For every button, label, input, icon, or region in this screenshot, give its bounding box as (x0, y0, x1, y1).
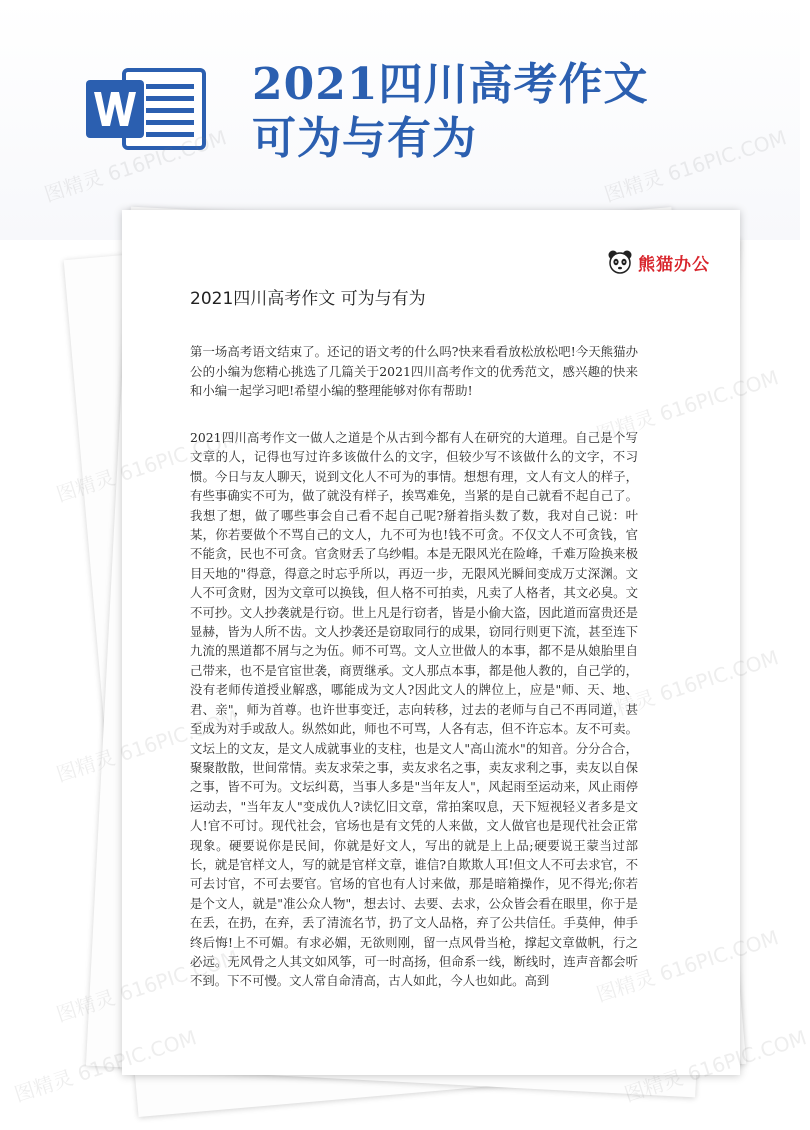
document-page (53, 210, 782, 1075)
watermark: 图精灵 (11, 1065, 76, 1107)
watermark: 图精灵 616PIC.COM (53, 945, 242, 1027)
watermark: 图精灵 616PIC.COM (601, 125, 790, 207)
watermark: 616PIC.COM (684, 1025, 810, 1087)
intro-paragraph: 第一场高考语文结束了。还记的语文考的什么吗?快来看看放松放松吧!今天熊猫办公的小编为您精心挑选了几篇关于2021四川高考作文的优秀范文，感兴趣的快来和小编一起学习吧!希望小编的整理能够对你有帮助! (190, 344, 638, 398)
word-document-icon (86, 66, 206, 152)
watermark: 图精灵 616PIC.COM (53, 705, 242, 787)
brand-logo (607, 248, 710, 276)
document-title: 2021四川高考作文 可为与有为 (190, 289, 426, 309)
logo-name: 熊猫办公 (638, 254, 710, 275)
watermark: 图精灵 616PIC.COM (593, 925, 782, 1007)
watermark: 图精灵 616PIC.COM (593, 645, 782, 727)
banner-title-line2: 可为与有为 (252, 113, 477, 164)
watermark: 图精灵 616PIC.COM (41, 125, 230, 207)
banner-title (252, 58, 648, 166)
banner-title-line1: 2021四川高考作文 (252, 59, 649, 110)
banner (0, 0, 800, 240)
watermark: 图精灵 616PIC.COM (53, 425, 242, 507)
panda-icon (607, 249, 633, 275)
body-paragraph: 2021四川高考作文一做人之道是个从古到今都有人在研究的大道理。自己是个写文章的人，记得也写过许多该做什么的文字，但较少写不该做什么的文字，不习惯。今日与友人聊天，说到文化人不可为的事情。想想有理，文人有文人的样子，有些事确实不可为，做了就没有样子，挨骂难免，当紧的是自己就看不起自己了。我想了想，做了哪些事会自己看不起自己呢?掰着指头数了数，我对自己说：叶某，你若要做个不骂自己的文人，九不可为也!钱不可贪。不仅文人不可贪钱，官不能贪，民也不可贪。官贪财丢了乌纱帽。本是无限风光在险峰，千难万险换来极目天地的"得意，得意之时忘乎所以，再迈一步，无限风光瞬间变成万丈深渊。文人不可贪财，因为文章可以换钱，但人格不可拍卖，凡卖了人格者，其文必臭。文不可抄。文人抄袭就是行窃。世上凡是行窃者，皆是小偷大盗，因此道而富贵还是显赫，皆为人所不齿。文人抄袭还是窃取同行的成果，窃同行则更下流，甚至连下九流的黑道都不屑与之为伍。师不可骂。文人立世做人的本事，都不是从娘胎里自己带来，也不是官宦世袭，商贾继承。文人那点本事，都是他人教的，自己学的，没有老师传道授业解惑，哪能成为文人?因此文人的牌位上，应是"师、天、地、君、亲"，师为首尊。也许世事变迁，志向转移，过去的老师与自己不再同道，甚至成为对手或敌人。纵然如此，师也不可骂，人各有志，但不许忘本。友不可卖。文坛上的文友，是文人成就事业的支柱，也是文人"高山流水"的知音。分分合合，聚聚散散，世间常情。卖友求荣之事，卖友求名之事，卖友求利之事，卖友以自保之事，皆不可为。文坛纠葛，当事人多是"当年友人"，风起雨至运动来，风止雨停运动去，"当年友人"变成仇人?读忆旧文章，常拍案叹息，天下短视轻义者多是文人!官不可讨。现代社会，官场也是有文凭的人来做，文人做官也是现代社会正常现象。硬要说你是民间，你就是好文人，写出的就是上上品;硬要说王蒙当过部长，就是官样文人，写的就是官样文章，谁信?自欺欺人耳!但文人不可去求官，不可去讨官，不可去要官。官场的官也有人讨来做，那是暗箱操作，见不得光;你若是个文人，就是"准公众人物"，想去讨、去要、去求，公众皆会看在眼里，你于是在丢，在扔，在弃，丢了清流名节，扔了文人品格，弃了公共信任。手莫伸，伸手终后悔!上不可媚。有求必媚，无欲则刚，留一点风骨当枪，撑起文章做帆，行之必远。无风骨之人其文如风筝，可一时高扬，但命系一线，断线时，连声音都会听不到。下不可慢。文人常自命清高，古人如此，今人也如此。高到 (190, 430, 638, 989)
watermark: 图精灵 616PIC.COM (593, 365, 782, 447)
